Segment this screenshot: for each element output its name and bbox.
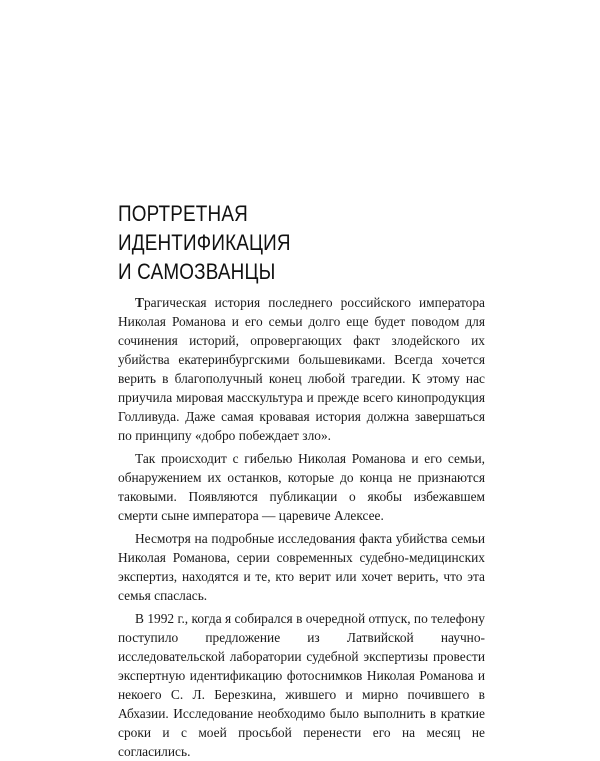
paragraph-1 xyxy=(118,293,485,445)
chapter-title-line-1: ПОРТРЕТНАЯ xyxy=(118,201,248,226)
paragraph-4: В 1992 г., когда я собирался в очередной отпуск, по телефону поступило предложение из Латвийской научно-исследовательской лаборатории судебной экспертизы провести экспертную идентификацию фотоснимков Николая Романова и некоего С. Л. Березкина, жившего и мирно почившего в Абхазии. Исследование необходимо было выполнить в краткие сроки и с моей просьбой перенести его на месяц не согласились. xyxy=(118,611,485,759)
chapter-title-line-2: ИДЕНТИФИКАЦИЯ xyxy=(118,230,291,255)
paragraph-3: Несмотря на подробные исследования факта убийства семьи Николая Романова, серии современных судебно-медицинских экспертиз, находятся и те, кто верит или хочет верить, что эта семья спаслась. xyxy=(118,531,485,603)
paragraph-2: Так происходит с гибелью Николая Романова и его семьи, обнаружением их останков, которые до конца не признаются таковыми. Появляются публикации о якобы избежавшем смерти сыне императора — царевиче Алексее. xyxy=(118,451,485,523)
chapter-title-line-3: И САМОЗВАНЦЫ xyxy=(118,259,276,284)
chapter-body xyxy=(118,293,485,761)
chapter-title xyxy=(118,199,437,286)
lead-letter: Т xyxy=(135,295,144,310)
paragraph-1-text: рагическая история последнего российского императора Николая Романова и его семьи долго еще будет поводом для сочинения историй, опровергающих факт злодейского их убийства екатеринбургскими большевиками. Всегда хочется верить в благополучный конец любой трагедии. К этому нас приучила мировая масскультура и прежде всего кинопродукция Голливуда. Даже самая кровавая история должна завершаться по принципу «добро побеждает зло». xyxy=(118,295,485,443)
